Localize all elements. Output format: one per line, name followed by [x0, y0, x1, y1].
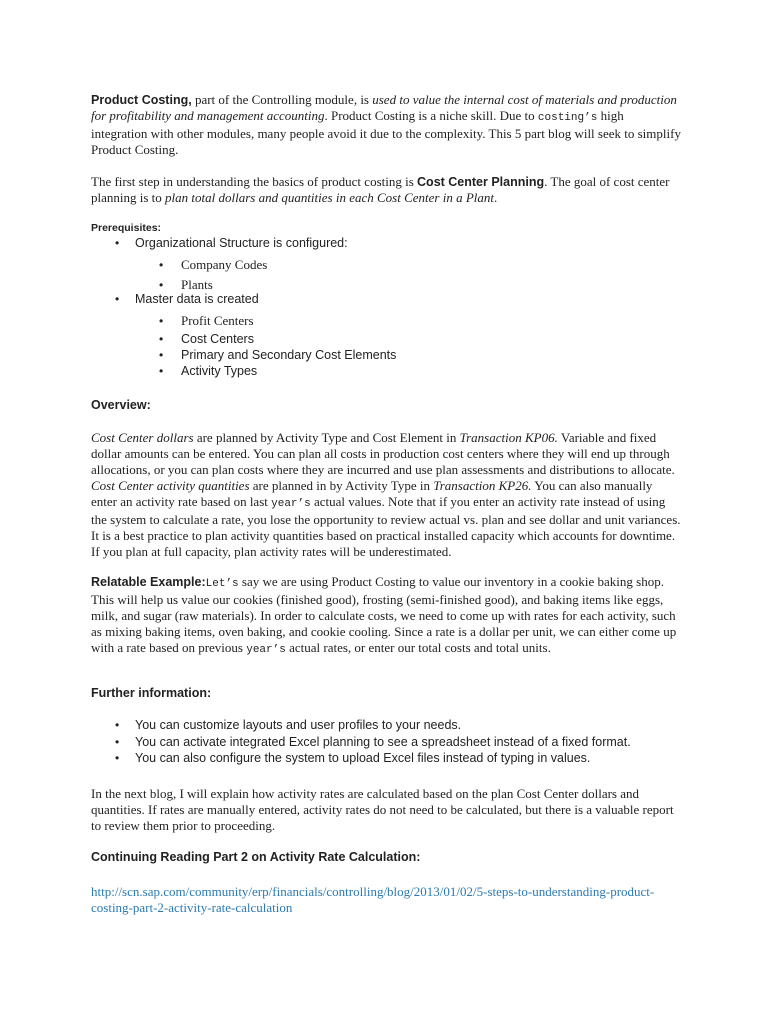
overview-italic-4: Transaction KP26. [433, 478, 532, 493]
first-step-text-2: . The goal of cost center planning is to [91, 174, 670, 205]
relatable-years-word: year’s [246, 644, 286, 656]
costings-word: costing’s [537, 112, 598, 124]
first-step-text-3: . [494, 190, 498, 205]
intro-italic: used to value the internal cost of materials and production for profitability and management accounting [91, 92, 677, 123]
further-item: You can activate integrated Excel planning to see a spreadsheet instead of a fixed format. [135, 735, 631, 749]
overview-text-5: actual values. Note that if you enter an activity rate instead of using the system to calculate a rate, you lose the opportunity to review actual vs. plan and see dollar and unit variances. It is a best practice to plan activity quantities based on practical installed capacity which accounts for downtime. If you plan at full capacity, plan activity rates will be underestimated. [91, 494, 681, 559]
overview-heading: Overview: [91, 398, 151, 412]
prerequisites-heading: Prerequisites: [91, 222, 162, 234]
bullet-icon: • [115, 751, 120, 765]
prereq-subitem-cost-centers: Cost Centers [181, 332, 254, 346]
bullet-icon: • [159, 332, 164, 346]
overview-years-word: year’s [271, 498, 311, 510]
bullet-icon: • [159, 314, 164, 328]
prereq-subitem-plants: Plants [181, 277, 213, 292]
relatable-example-paragraph [91, 574, 681, 658]
relatable-text-1: say we are using Product Costing to value our inventory in a cookie baking shop. This will help us value our cookies (finished good), frosting (semi-finished good), and baking items like eggs, milk, and sugar (raw materials). In order to calculate costs, we need to come up with rates for each activity, such as mixing baking items, oven baking, and cookie cooling. Since a rate is a dollar per unit, we can either come up with a rate based on previous [91, 574, 677, 655]
overview-italic-3: Cost Center activity quantities [91, 478, 250, 493]
overview-text-2: Variable and fixed dollar amounts can be entered. You can plan all costs in production cost centers where they will end up through allocations, or you can plan costs where they are incurred and use plan assessments and distributions to allocate. [91, 430, 675, 477]
intro-text-1: part of the Controlling module, is [191, 92, 373, 107]
intro-text-3: high integration with other modules, many people avoid it due to the complexity. This 5 part blog will seek to simplify Product Costing. [91, 108, 681, 157]
prereq-subitem-cost-elements: Primary and Secondary Cost Elements [181, 348, 397, 362]
bullet-icon: • [159, 258, 164, 272]
prereq-subitem-company-codes: Company Codes [181, 257, 268, 272]
overview-italic-2: Transaction KP06. [459, 430, 558, 445]
next-blog-paragraph: In the next blog, I will explain how activity rates are calculated based on the plan Cost Center dollars and quantities. If rates are manually entered, activity rates do not need to be calculated, but there is a valuable report to review them prior to proceeding. [91, 786, 674, 833]
intro-paragraph [91, 92, 681, 158]
bullet-icon: • [115, 292, 120, 306]
intro-text-2: . Product Costing is a niche skill. Due to [324, 108, 538, 123]
bullet-icon: • [159, 364, 164, 378]
overview-text-3: are planned in by Activity Type in [249, 478, 434, 493]
bullet-icon: • [115, 735, 120, 749]
bullet-icon: • [115, 718, 120, 732]
first-step-italic: plan total dollars and quantities in each Cost Center in a Plant [165, 190, 494, 205]
part-2-blog-link[interactable]: http://scn.sap.com/community/erp/financials/controlling/blog/2013/01/02/5-steps-to-understanding-product-costing-part-2-activity-rate-calculation [91, 884, 655, 915]
further-item: You can customize layouts and user profiles to your needs. [135, 718, 462, 732]
prereq-subitem-profit-centers: Profit Centers [181, 313, 254, 328]
continue-reading-heading: Continuing Reading Part 2 on Activity Rate Calculation: [91, 850, 421, 864]
overview-text-4: You can also manually enter an activity rate based on last [91, 478, 653, 509]
lets-word: Let’s [205, 578, 239, 590]
relatable-example-label: Relatable Example: [91, 575, 206, 589]
further-information-heading: Further information: [91, 686, 212, 700]
bullet-icon: • [115, 236, 120, 250]
overview-text-1: are planned by Activity Type and Cost Element in [193, 430, 460, 445]
overview-paragraph [91, 430, 681, 560]
bullet-icon: • [159, 278, 164, 292]
bullet-icon: • [159, 348, 164, 362]
first-step-text-1: The first step in understanding the basics of product costing is [91, 174, 418, 189]
first-step-paragraph [91, 174, 681, 206]
overview-italic-1: Cost Center dollars [91, 430, 194, 445]
cost-center-planning-term: Cost Center Planning [417, 175, 545, 189]
further-item: You can also configure the system to upload Excel files instead of typing in values. [135, 751, 591, 765]
relatable-text-2: actual rates, or enter our total costs and total units. [285, 640, 551, 655]
product-costing-term: Product Costing, [91, 93, 192, 107]
prereq-subitem-activity-types: Activity Types [181, 364, 258, 378]
prereq-item-master-data: Master data is created [135, 292, 259, 306]
prereq-item-org-structure: Organizational Structure is configured: [135, 236, 348, 250]
